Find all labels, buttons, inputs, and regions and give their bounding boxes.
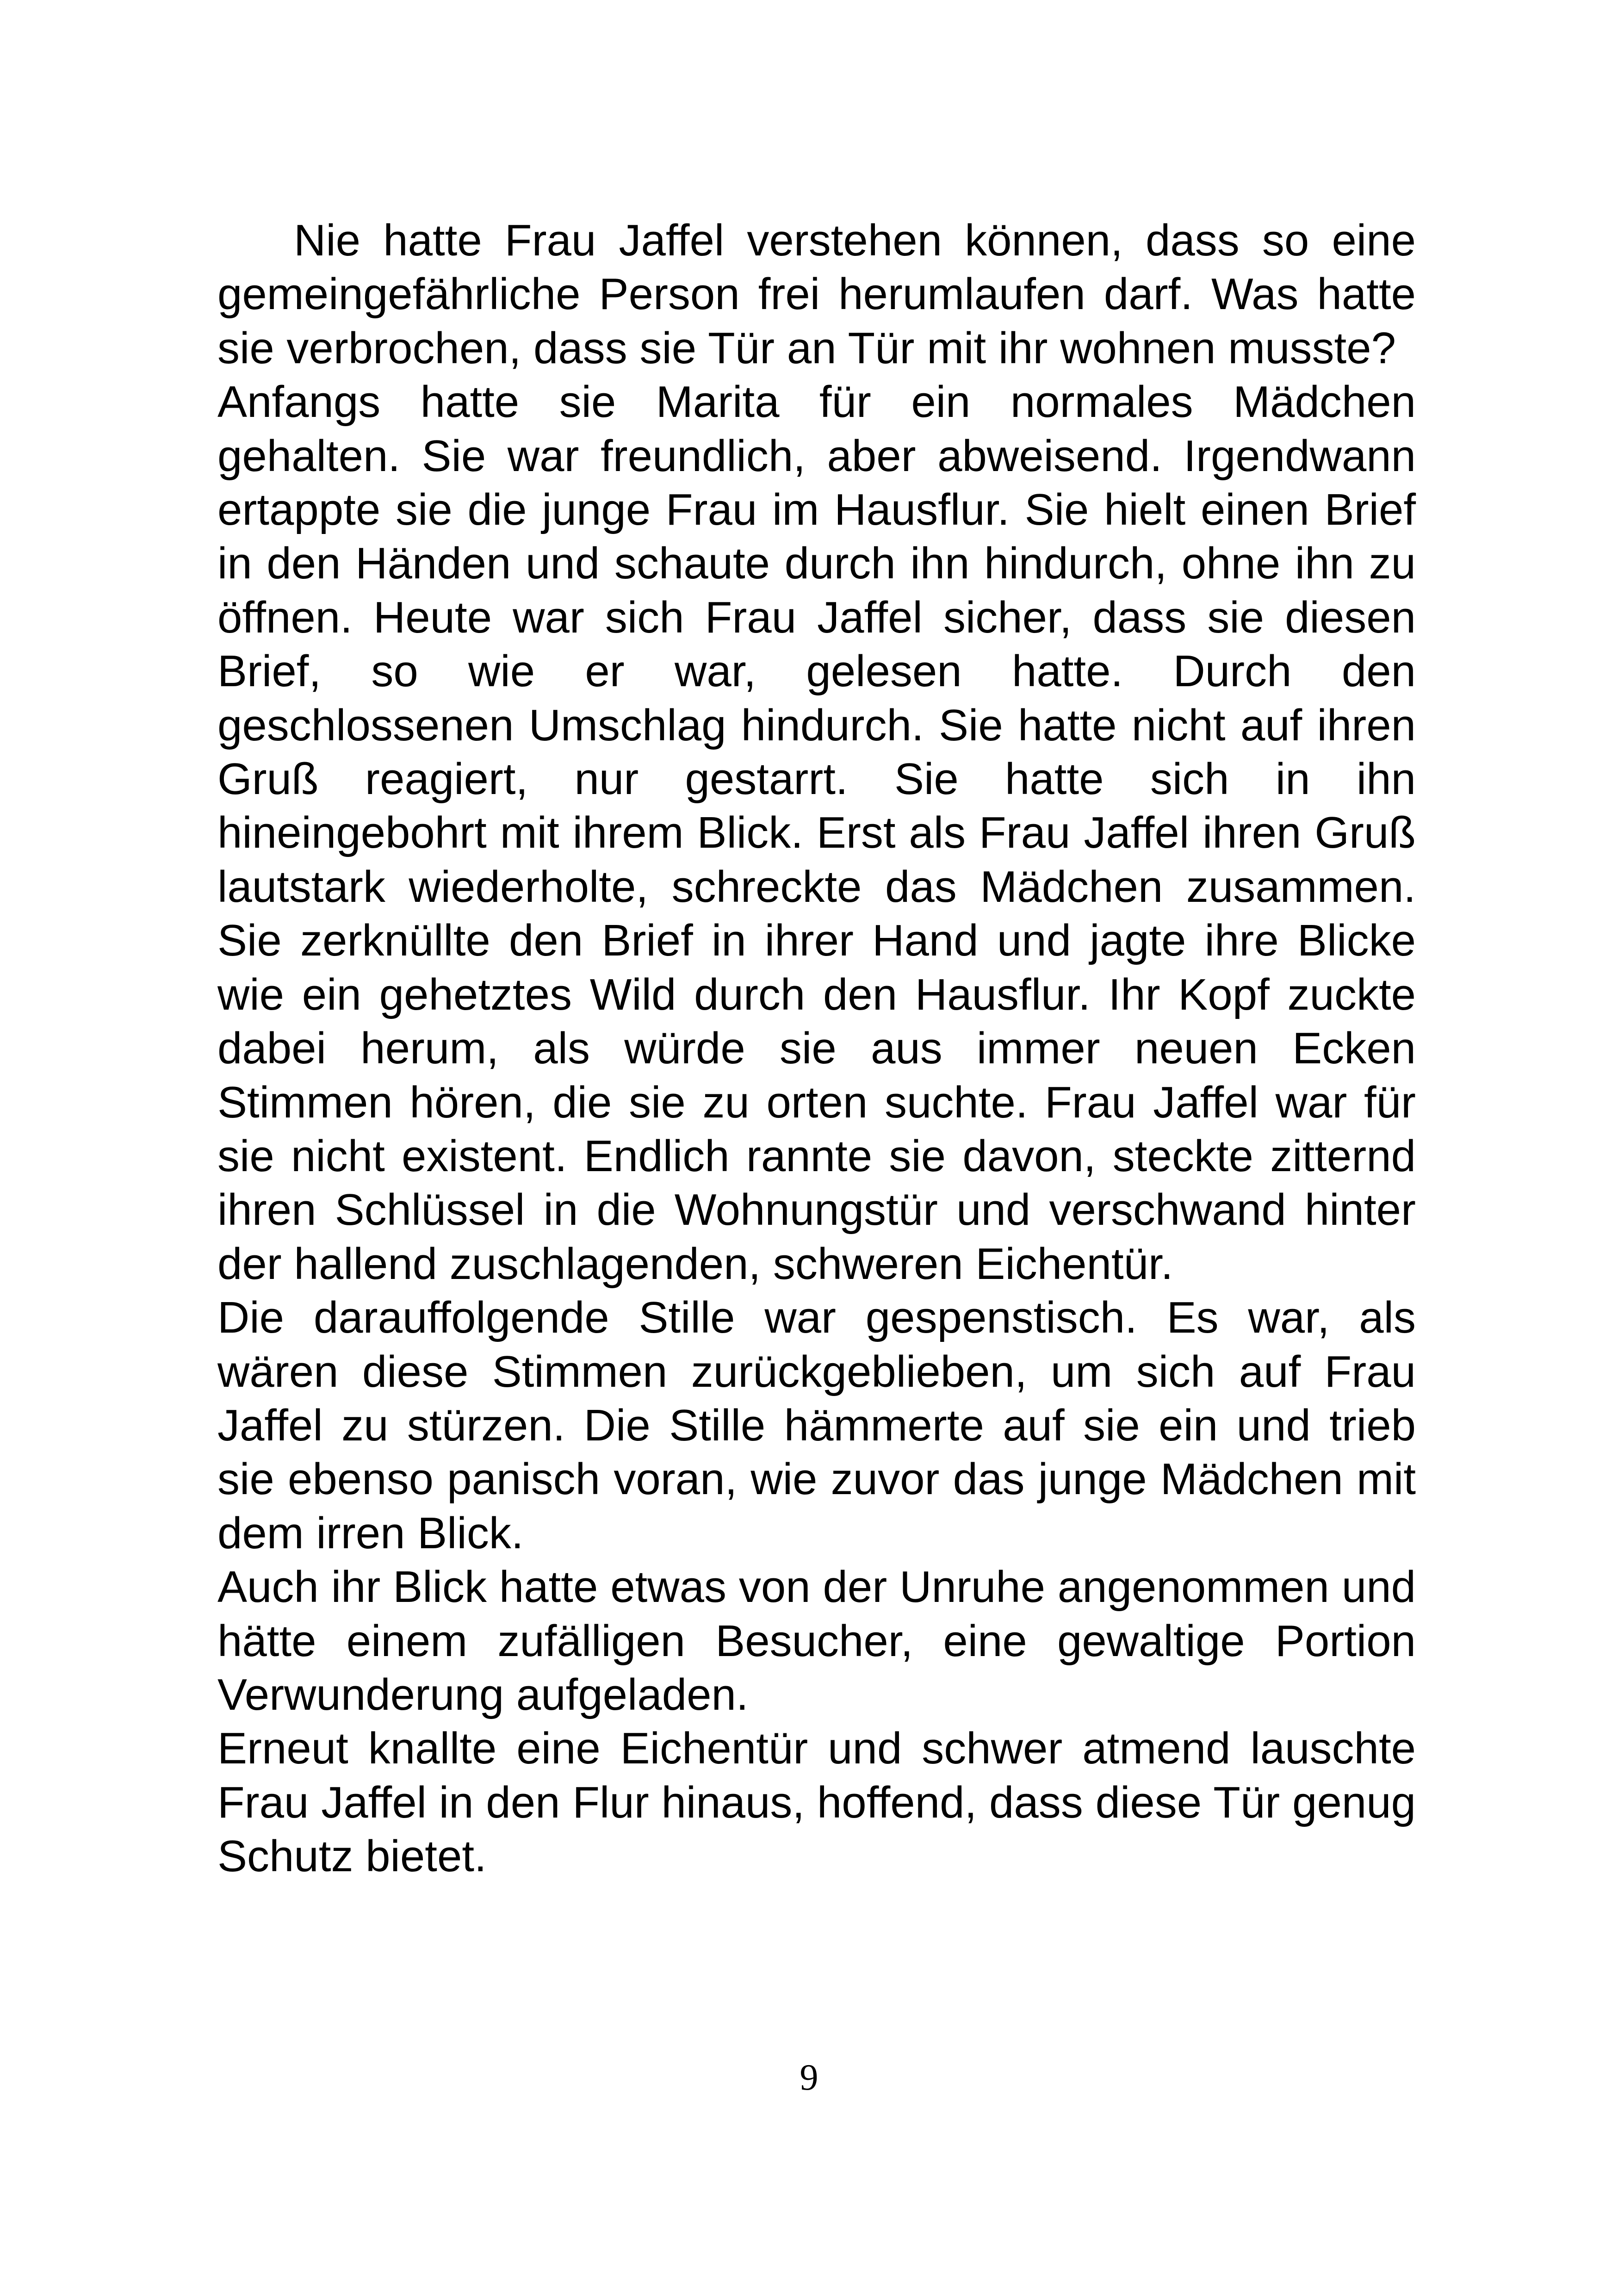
paragraph-2: Anfangs hatte sie Marita für ein normales Mädchen gehalten. Sie war freundlich, aber abweisend. Irgendwann ertappte sie die junge Frau im Hausflur. Sie hielt einen Brief in den Händen und schaute durch ihn hindurch, ohne ihn zu öffnen. Heute war sich Frau Jaffel sicher, dass sie diesen Brief, so wie er war, gelesen hatte. Durch den geschlossenen Umschlag hindurch. Sie hatte nicht auf ihren Gruß reagiert, nur gestarrt. Sie hatte sich in ihn hineingebohrt mit ihrem Blick. Erst als Frau Jaffel ihren Gruß lautstark wiederholte, schreckte das Mädchen zusammen. Sie zerknüllte den Brief in ihrer Hand und jagte ihre Blicke wie ein gehetztes Wild durch den Hausflur. Ihr Kopf zuckte dabei herum, als würde sie aus immer neuen Ecken Stimmen hören, die sie zu orten suchte. Frau Jaffel war für sie nicht existent. Endlich rannte sie davon, steckte zitternd ihren Schlüssel in die Wohnungstür und verschwand hinter der hallend zuschlagenden, schweren Eichentür. (217, 377, 1416, 1289)
page-number: 9 (800, 2057, 818, 2098)
paragraph-3: Die darauffolgende Stille war gespenstisch. Es war, als wären diese Stimmen zurückgeblieben, um sich auf Frau Jaffel zu stürzen. Die Stille hämmerte auf sie ein und trieb sie ebenso panisch voran, wie zuvor das junge Mädchen mit dem irren Blick. (217, 1293, 1416, 1558)
body-text (217, 214, 1416, 1884)
paragraph-5: Erneut knallte eine Eichentür und schwer atmend lauschte Frau Jaffel in den Flur hinaus, hoffend, dass diese Tür genug Schutz bietet. (217, 1724, 1416, 1881)
paragraph-1: Nie hatte Frau Jaffel verstehen können, dass so eine gemeingefährliche Person frei herumlaufen darf. Was hatte sie verbrochen, dass sie Tür an Tür mit ihr wohnen musste? (217, 216, 1416, 373)
paragraph-4: Auch ihr Blick hatte etwas von der Unruhe angenommen und hätte einem zufälligen Besucher, eine gewaltige Portion Verwunderung aufgeladen. (217, 1562, 1416, 1719)
